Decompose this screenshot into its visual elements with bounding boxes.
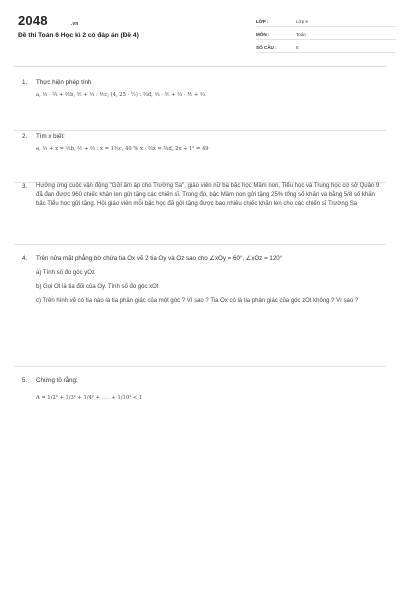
question-line — [14, 254, 386, 264]
question-text: Thực hiện phép tính — [36, 79, 92, 86]
sub-question-a: a) Tính số đo góc yOz — [36, 269, 95, 276]
meta-value: Lớp 6 — [296, 18, 308, 24]
meta-row-class — [256, 16, 396, 27]
question-2 — [14, 132, 386, 183]
meta-key: MÔN : — [256, 31, 270, 37]
meta-value: Toán — [296, 31, 306, 37]
question-math: A = 1/2² + 1/3² + 1/4² + . . . + 1/10² < 1 — [36, 394, 143, 401]
meta-table — [256, 16, 396, 55]
question-4 — [14, 254, 386, 367]
sub-question-c: c) Trên hình vẽ có tia nào là tia phân giác của một góc ? Vì sao ? Tia Ox có là tia phân giác của góc zOt không ? Vì sao ? — [36, 297, 359, 304]
question-text: Hưởng ứng cuộc vận động "Gửi ấm áp cho Trường Sa", giáo viên nữ ba bậc học Mầm non, Tiểu học và Trung học cơ sở Quận 9 đã đan được 960 chiếc khăn len gửi tặng các chiến sĩ. Trong đó, bậc Mầm non gửi tặng 25% tổng số khăn và bằng 5/8 số khăn bậc Tiểu học gửi tặng. Hỏi giáo viên mỗi bậc học đã gởi tặng được bao nhiêu chiếc khăn len cho các chiến sĩ Trường Sa — [36, 183, 380, 207]
question-number: 2. — [22, 133, 28, 140]
logo-main: 2048 — [18, 13, 48, 28]
page-header — [14, 0, 386, 67]
question-line — [14, 182, 386, 208]
question-5 — [14, 376, 386, 420]
meta-key: LỚP : — [256, 18, 269, 24]
meta-value: 5 — [296, 44, 299, 50]
question-1 — [14, 78, 386, 131]
logo-sub: .vn — [70, 21, 79, 27]
question-math: a, ⅔ + x = ⅔b, ⅗ + ⅔ : x = 1⅗c, 40 % x · ⅔x = ⅔d, 2x + 1² = 49 — [36, 145, 209, 152]
question-math: a, ⅓ · ⅔ + ⅖b, ⅗ + ⅔ : ⅘c, (4, 25 · ½) : ⅔d, ⅔ · ⅗ + ⅔ · ⅗ + ⅔ — [36, 91, 205, 98]
question-text: Trên nửa mặt phẳng bờ chứa tia Ox vẽ 2 tia Oy và Oz sao cho ∠xOy = 60°, ∠xOz = 120° — [36, 255, 283, 262]
site-logo[interactable] — [18, 13, 79, 29]
meta-row-subject — [256, 29, 396, 40]
page-title: Đề thi Toán 6 Học kì 2 có đáp án (Đề 4) — [18, 32, 139, 39]
question-3 — [14, 182, 386, 245]
question-line — [14, 78, 386, 88]
question-line — [14, 132, 386, 142]
question-number: 1. — [22, 79, 28, 86]
question-line — [14, 376, 386, 386]
meta-row-count — [256, 42, 396, 53]
question-text: Chứng tỏ rằng: — [36, 377, 78, 384]
question-number: 3. — [22, 183, 28, 190]
sub-question-b: b) Gọi Ot là tia đối của Oy. Tính số đo góc xOt — [36, 283, 159, 290]
meta-key: SỐ CÂU : — [256, 44, 277, 50]
question-text: Tìm x biết: — [36, 133, 65, 140]
question-number: 5. — [22, 377, 28, 384]
question-number: 4. — [22, 255, 28, 262]
